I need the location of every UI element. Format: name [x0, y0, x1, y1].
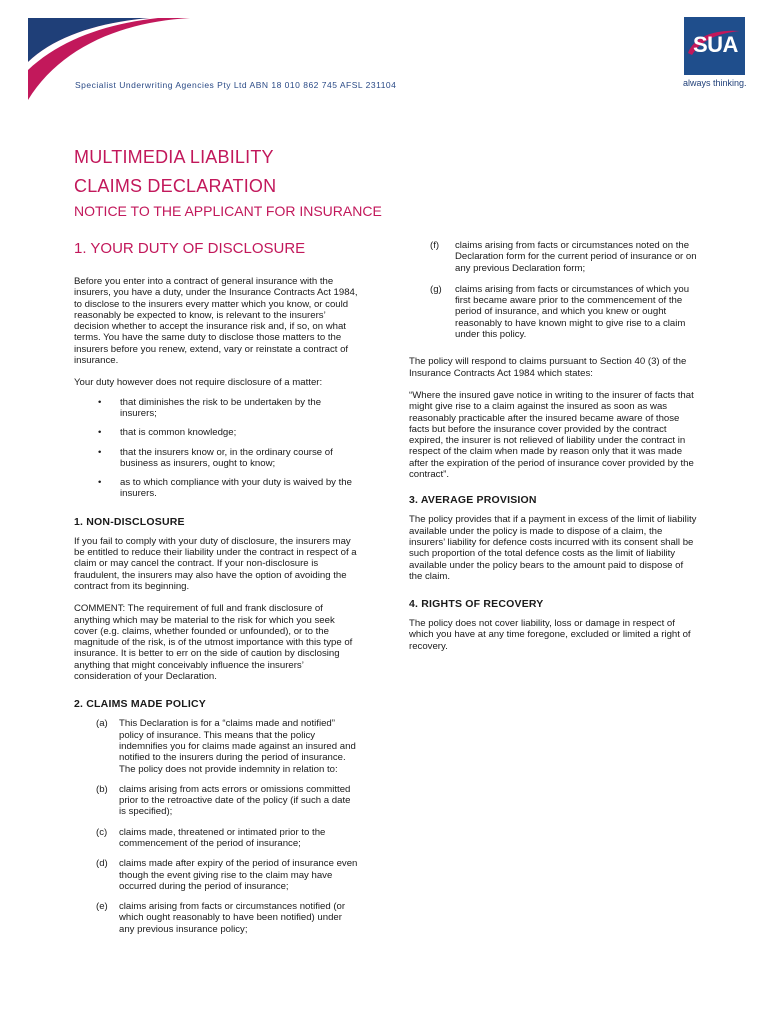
- sua-logo: [684, 17, 745, 75]
- document-subtitle: NOTICE TO THE APPLICANT FOR INSURANCE: [74, 203, 382, 219]
- average-provision-heading: 3. AVERAGE PROVISION: [409, 494, 537, 507]
- tagline: always thinking.: [683, 78, 747, 88]
- list-item: (b) claims arising from acts errors or omissions committed prior to the retroactive date of the policy (if such a date is specified);: [96, 783, 351, 818]
- nondisclosure-heading: 1. NON-DISCLOSURE: [74, 515, 185, 528]
- duty-paragraph-2: Your duty however does not require disclosure of a matter:: [74, 377, 323, 389]
- document-title-line1: MULTIMEDIA LIABILITY: [74, 147, 274, 167]
- list-item: • as to which compliance with your duty is waived by the insurers.: [98, 477, 352, 500]
- section-40-intro: The policy will respond to claims pursuant to Section 40 (3) of the Insurance Contracts Act 1984 which states:: [409, 356, 687, 379]
- company-details: Specialist Underwriting Agencies Pty Ltd ABN 18 010 862 745 AFSL 231104: [75, 80, 397, 90]
- list-item: (e) claims arising from facts or circumstances notified (or which ought reasonably to have been notified) under any previous insurance policy;: [96, 901, 346, 935]
- average-provision-paragraph: The policy provides that if a payment in excess of the limit of liability available under the policy is made to dispose of a claim, the insurers’ liability for defence costs incurred with its consent shall be such proportion of the total defence costs as the limit of liability available under the policy bears to the amount paid to dispose of the claim.: [409, 514, 697, 582]
- left-column: [74, 240, 359, 944]
- rights-of-recovery-heading: 4. RIGHTS OF RECOVERY: [409, 598, 544, 611]
- bullet-icon: •: [98, 446, 102, 458]
- bullet-icon: •: [98, 396, 102, 408]
- nondisclosure-paragraph-1: If you fail to comply with your duty of disclosure, the insurers may be entitled to reduce their liability under the contract in respect of a claim or may cancel the contract. If your non-disclosure is fraudulent, the insurers may also have the option of avoiding the contract from its beginning.: [74, 535, 357, 592]
- duty-paragraph-1: Before you enter into a contract of general insurance with the insurers, you have a duty, under the Insurance Contracts Act 1984, to disclose to the insurers every matter which you know, or could reasonably be expected to know, is relevant to the insurers’ decision whether to accept the insurance risk and, if so, on what terms. You have the same duty to disclose those matters to the insurers before you renew, extend, vary or reinstate a contract of insurance.: [74, 276, 358, 367]
- nondisclosure-comment: COMMENT: The requirement of full and frank disclosure of anything which may be material to the risk for which you seek cover (e.g. claims, whether founded or unfounded), or to the magnitude of the risk, is of the utmost importance with this type of insurance. It is better to err on the side of caution by disclosing anything that might conceivably influence the insurers’ consideration of your Declaration.: [74, 603, 353, 683]
- duty-exceptions-list: [74, 397, 359, 500]
- list-item: • that is common knowledge;: [98, 427, 237, 439]
- right-column: [409, 240, 697, 663]
- logo-text: SUA: [693, 32, 738, 57]
- document-title-line2: CLAIMS DECLARATION: [74, 176, 277, 196]
- list-item: (c) claims made, threatened or intimated prior to the commencement of the period of insurance;: [96, 826, 326, 849]
- list-item: (a) This Declaration is for a “claims made and notified” policy of insurance. This means that the policy indemnifies you for claims made against an insured and notified to the insurers during the period of insurance. The policy does not provide indemnity in relation to:: [96, 718, 356, 775]
- list-item: • that the insurers know or, in the ordinary course of business as insurers, ought to know;: [98, 446, 333, 469]
- claims-made-heading: 2. CLAIMS MADE POLICY: [74, 698, 206, 711]
- section-40-quote: “Where the insured gave notice in writing to the insurer of facts that might give rise to a claim against the insured as soon as was reasonably practicable after the insured became aware of those facts but before the insurance cover provided by the contract expired, the insurer is not relieved of liability under the contract in respect of the claim when made by reason only that it was made after the expiration of the period of insurance cover provided by the contract”.: [409, 389, 694, 481]
- list-item: • that diminishes the risk to be undertaken by the insurers;: [98, 396, 322, 419]
- list-item: (g) claims arising from facts or circumstances of which you first became aware prior to the commencement of the period of insurance, and which you knew or ought reasonably to have known might to give rise to a claim under this policy.: [430, 283, 690, 341]
- list-item: (d) claims made after expiry of the period of insurance even though the event giving rise to the claim may have occurred during the period of insurance;: [96, 858, 358, 892]
- bullet-icon: •: [98, 477, 102, 489]
- rights-of-recovery-paragraph: The policy does not cover liability, loss or damage in respect of which you have at any time foregone, excluded or limited a right of recovery.: [409, 618, 691, 652]
- duty-heading: 1. YOUR DUTY OF DISCLOSURE: [74, 240, 306, 257]
- list-item: (f) claims arising from facts or circumstances noted on the Declaration form for the current period of insurance or on any previous Declaration form;: [430, 240, 697, 274]
- bullet-icon: •: [98, 427, 102, 439]
